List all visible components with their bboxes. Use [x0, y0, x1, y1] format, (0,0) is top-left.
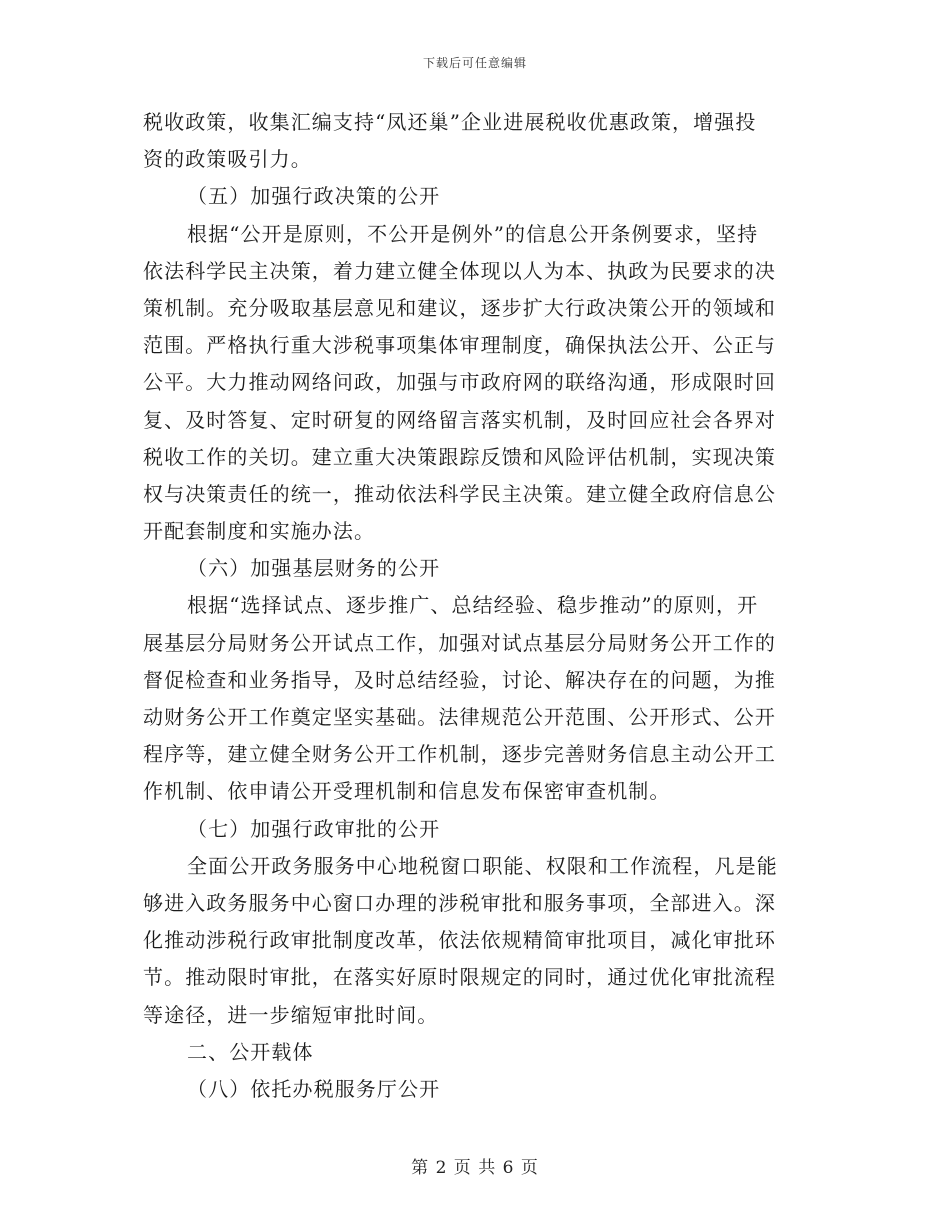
text-line: 动财务公开工作奠定坚实基础。法律规范公开范围、公开形式、公开 — [143, 705, 776, 729]
text-line: 开配套制度和实施办法。 — [143, 519, 376, 544]
text-line: 够进入政务服务中心窗口办理的涉税审批和服务事项，全部进入。深 — [143, 890, 776, 915]
text-line: 等途径，进一步缩短审批时间。 — [143, 1002, 439, 1027]
text-line: 税收工作的关切。建立重大决策跟踪反馈和风险评估机制，实现决策 — [143, 444, 776, 469]
text-line: 展基层分局财务公开试点工作，加强对试点基层分局财务公开工作的 — [143, 630, 776, 655]
section-heading: （六）加强基层财务的公开 — [187, 556, 441, 581]
text-line: 权与决策责任的统一，推动依法科学民主决策。建立健全政府信息公 — [143, 481, 776, 506]
text-line: 督促检查和业务指导，及时总结经验，讨论、解决存在的问题，为推 — [143, 667, 776, 692]
text-line: 范围。严格执行重大涉税事项集体审理制度，确保执法公开、公正与 — [143, 333, 776, 358]
text-line: 依法科学民主决策，着力建立健全体现以人为本、执政为民要求的决 — [143, 258, 776, 283]
page-number: 第 2 页 共 6 页 — [411, 1158, 539, 1178]
body-text — [143, 104, 808, 1108]
text-line: 资的政策吸引力。 — [143, 147, 312, 172]
text-line: 复、及时答复、定时研复的网络留言落实机制，及时回应社会各界对 — [143, 407, 776, 432]
text-line: 全面公开政务服务中心地税窗口职能、权限和工作流程，凡是能 — [187, 853, 778, 878]
text-line: 公平。大力推动网络问政，加强与市政府网的联络沟通，形成限时回 — [143, 370, 776, 395]
section-heading: 二、公开载体 — [187, 1039, 314, 1064]
header-note: 下载后可任意编辑 — [422, 56, 527, 70]
text-line: 作机制、依申请公开受理机制和信息发布保密审查机制。 — [143, 779, 671, 804]
section-heading: （八）依托办税服务厅公开 — [187, 1076, 441, 1101]
text-line: 化推动涉税行政审批制度改革，依法依规精简审批项目，减化审批环 — [143, 928, 776, 953]
text-line: 策机制。充分吸取基层意见和建议，逐步扩大行政决策公开的领域和 — [143, 295, 776, 320]
text-line: 根据“选择试点、逐步推广、总结经验、稳步推动”的原则，开 — [187, 593, 759, 618]
section-heading: （五）加强行政决策的公开 — [187, 184, 441, 209]
text-line: 根据“公开是原则，不公开是例外”的信息公开条例要求，坚持 — [187, 221, 759, 246]
text-line: 税收政策，收集汇编支持“凤还巢”企业进展税收优惠政策，增强投 — [143, 110, 757, 134]
text-line: 程序等，建立健全财务公开工作机制，逐步完善财务信息主动公开工 — [143, 742, 776, 767]
text-line: 节。推动限时审批，在落实好原时限规定的同时，通过优化审批流程 — [143, 965, 776, 990]
section-heading: （七）加强行政审批的公开 — [187, 816, 441, 841]
